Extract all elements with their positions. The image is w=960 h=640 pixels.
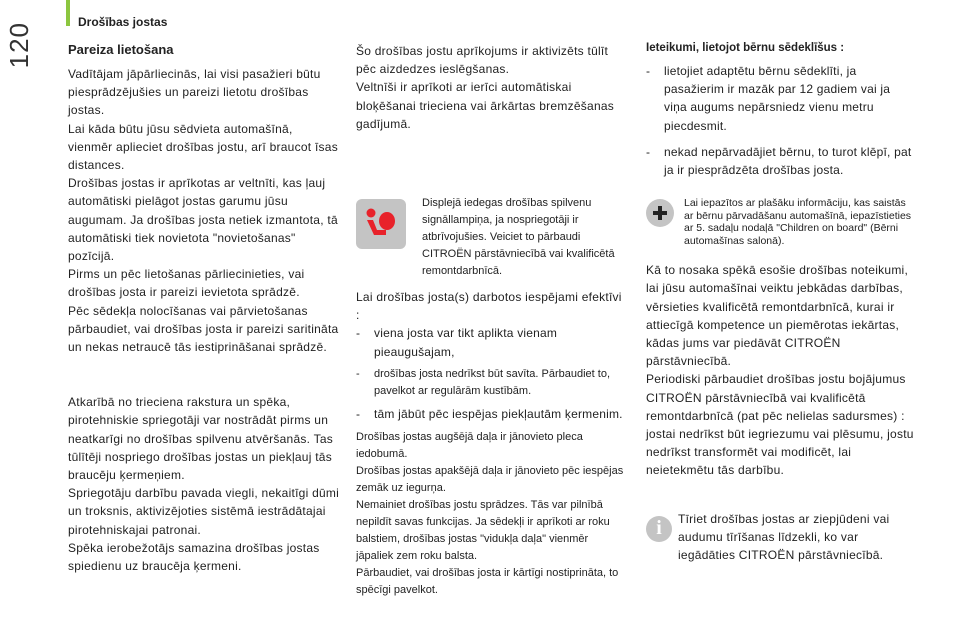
list-item: - viena josta var tikt aplikta vienam pieaugušajam, <box>356 326 558 359</box>
paragraph: Veltnīši ir aprīkoti ar ierīci automātiskai bloķēšanai trieciena vai ārkārtas bremzēšanas gadījumā. <box>356 80 615 131</box>
column-2 <box>356 42 624 599</box>
info-text: Tīriet drošības jostas ar ziepjūdeni vai audumu tīrīšanas līdzekli, ko var iegādāties CITROËN pārstāvniecībā. <box>678 511 890 563</box>
paragraph: Šo drošības jostu aprīkojums ir aktivizēts tūlīt pēc aizdedzes ieslēgšanas. <box>356 44 609 77</box>
info-icon: i <box>646 516 672 542</box>
paragraph: Kā to nosaka spēkā esošie drošības noteikumi, lai jūsu automašīnai veiktu jebkādas darbības, vērsieties kvalificētā remontdarbnīcā, kurai ir attiecīgā kompetence un piemērotas iekārtas, kādas jums var piedāvāt CITROËN pārstāvniecībā. <box>646 263 909 369</box>
note-text: Lai iepazītos ar plašāku informāciju, kas saistās ar bērnu pārvadāšanu automašīnā, iepazīstieties ar 5. sadaļu nodaļā "Children on board" (Bērni automašīnas salonā). <box>684 197 912 247</box>
info-box <box>646 510 914 565</box>
paragraph: Periodiski pārbaudiet drošības jostu bojājumus CITROËN pārstāvniecībā vai kvalificētā remontdarbnīcā (pat pēc nelielas sadursmes) : jostai nedrīkst būt iegriezumu vai plēsumu, jostu nedrīkst transformēt vai modificēt, lai neietekmētu tās darbību. <box>646 372 914 478</box>
paragraph: Drošības jostas augšējā daļa ir jānovieto pleca iedobumā. <box>356 431 583 461</box>
column-3 <box>646 42 914 564</box>
note-box <box>646 197 914 247</box>
paragraph: Pārbaudiet, vai drošības josta ir kārtīgi nostiprināta, to spēcīgi pavelkot. <box>356 567 619 597</box>
paragraph: Nemainiet drošības jostu sprādzes. Tās var pilnībā nepildīt savas funkcijas. Ja sēdekļi ir aprīkoti ar roku balstiem, drošības jostas "vidukļa daļa" vienmēr jāpaliek zem roku balsta. <box>356 499 610 563</box>
warning-text: Displejā iedegas drošības spilvenu signāllampiņa, ja nospriegotāji ir atbrīvojušies. Veiciet to pārbaudi CITROËN pārstāvniecībā vai kvalificētā remontdarbnīcā. <box>422 197 615 278</box>
accent-bar <box>66 0 70 26</box>
warning-box <box>356 195 624 280</box>
paragraph: Atkarībā no trieciena rakstura un spēka, pirotehniskie spriegotāji var nostrādāt pirms un neatkarīgi no drošības spilvenu atvēršanās. Tas tūlītēji nospriego drošības jostas un piekļauj tās braucēju ķermeņiem. <box>68 395 334 483</box>
paragraph: Pirms un pēc lietošanas pārliecinieties, vai drošības josta ir pareizi ievietota sprādzē. <box>68 267 305 300</box>
paragraph: Pēc sēdekļa nolocīšanas vai pārvietošanas pārbaudiet, vai drošības josta ir pareizi saritināta un nekas netraucē tās iestiprināšanai sprādzē. <box>68 303 339 355</box>
list-item: - nekad nepārvadājiet bērnu, to turot klēpī, pat ja ir piesprādzēta drošības josta. <box>646 144 912 178</box>
list-item: - tām jābūt pēc iespējas piekļautām ķermenim. <box>356 406 623 421</box>
paragraph: Spriegotāju darbību pavada viegli, nekaitīgi dūmi un troksnis, aktivizējoties sistēmā iestrādātajai pirotehniskajai patronai. <box>68 486 340 537</box>
column-1 <box>68 42 340 575</box>
section-heading: Pareiza lietošana <box>68 42 174 57</box>
page-number: 120 <box>4 22 34 69</box>
paragraph: Vadītājam jāpārliecinās, lai visi pasažieri būtu piesprādzējušies un pareizi lietotu drošības jostas. <box>68 67 321 118</box>
list-item: - lietojiet adaptētu bērnu sēdeklīti, ja pasažierim ir mazāk par 12 gadiem vai ja viņa augums nepārsniedz vienu metru piecdesmit. <box>646 64 891 133</box>
list-item: - drošības josta nedrīkst būt savīta. Pārbaudiet to, pavelkot ar regulārām kustībām. <box>356 367 611 397</box>
paragraph: Lai kāda būtu jūsu sēdvieta automašīnā, vienmēr aplieciet drošības jostu, arī braucot īsas distances. <box>68 121 338 173</box>
section-heading: Ieteikumi, lietojot bērnu sēdeklīšus : <box>646 42 845 54</box>
paragraph: Drošības jostas apakšējā daļa ir jānovieto pēc iespējas zemāk uz iegurņa. <box>356 465 624 495</box>
paragraph: Drošības jostas ir aprīkotas ar veltnīti, kas ļauj automātiski pielāgot jostas garumu jūsu augumam. Ja drošības josta netiek izmantota, tā automātiski tiek novietota "novietošanas" pozīcijā. <box>68 176 338 264</box>
paragraph: Spēka ierobežotājs samazina drošības jostas spiedienu uz braucēja ķermeni. <box>68 540 320 574</box>
page-header: Drošības jostas <box>78 15 168 29</box>
airbag-warning-icon <box>356 199 406 249</box>
plus-icon <box>646 199 674 227</box>
paragraph: Lai drošības josta(s) darbotos iespējami efektīvi : <box>356 290 622 323</box>
